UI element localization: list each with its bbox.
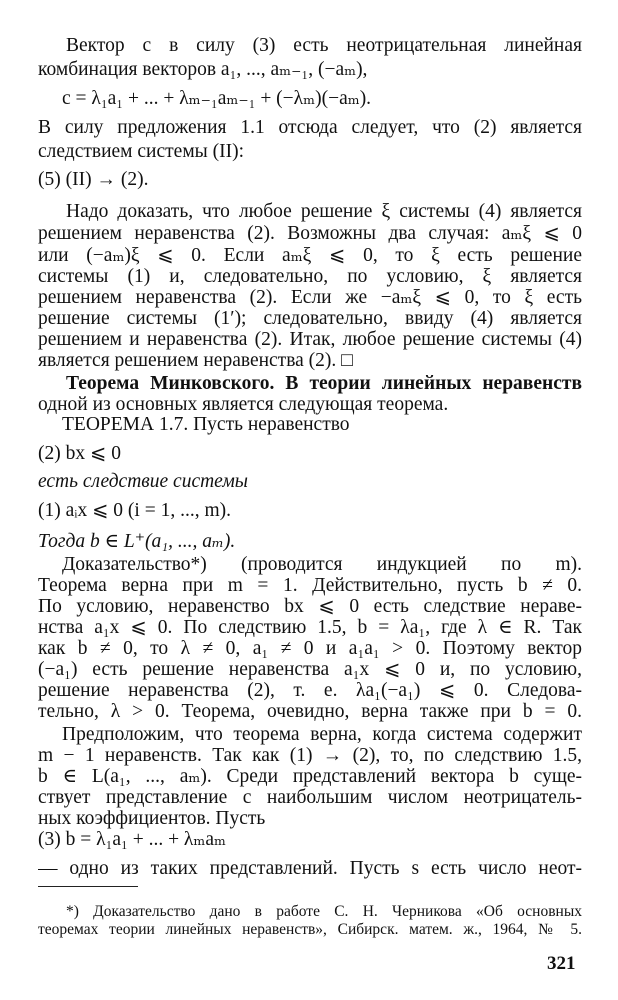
- section-heading: Теорема Минковского. В теории линейных неравенств: [66, 373, 582, 394]
- text-line: или (−aₘ)ξ ⩽ 0. Если aₘξ ⩽ 0, то ξ есть решение: [38, 245, 582, 266]
- theorem-heading: ТЕОРЕМА 1.7. Пусть неравенство: [62, 414, 350, 435]
- formula-line: c = λ₁a₁ + ... + λₘ₋₁aₘ₋₁ + (−λₘ)(−aₘ).: [62, 88, 372, 109]
- text-line: Вектор c в силу (3) есть неотрицательная линейная: [66, 35, 582, 56]
- text-line: В силу предложения 1.1 отсюда следует, что (2) является: [38, 117, 582, 138]
- text-line: решением и неравенства (2). Итак, любое решение системы (4): [38, 329, 582, 350]
- text-line: Надо доказать, что любое решение ξ системы (4) является: [66, 201, 582, 222]
- text-line: Предположим, что теорема верна, когда система содержит: [62, 724, 582, 745]
- text-line: Теорема верна при m = 1. Действительно, пусть b ≠ 0.: [38, 575, 582, 596]
- text-line: следствием системы (II):: [38, 141, 245, 162]
- text-line: тельно, λ > 0. Теорема, очевидно, верна также при b = 0.: [38, 701, 582, 722]
- text-line: решение неравенства (2), т. е. λa₁(−a₁) ⩽ 0. Следова-: [38, 680, 582, 701]
- text-line: нства a₁x ⩽ 0. По следствию 1.5, b = λa₁, где λ ∈ R. Так: [38, 617, 582, 638]
- text-line: есть следствие системы: [38, 471, 249, 492]
- footnote-line: теоремах теории линейных неравенств», Сибирск. матем. ж., 1964, № 5.: [38, 921, 582, 938]
- text-line: ных коэффициентов. Пусть: [38, 808, 266, 829]
- text-line: как b ≠ 0, то λ ≠ 0, a₁ ≠ 0 и a₁a₁ > 0. Поэтому вектор: [38, 638, 582, 659]
- text-line: (−a₁) есть решение неравенства a₁x ⩽ 0 и, по условию,: [38, 659, 582, 680]
- text-line: — одно из таких представлений. Пусть s есть число неот-: [38, 858, 582, 879]
- text-line: комбинация векторов a₁, ..., aₘ₋₁, (−aₘ),: [38, 59, 368, 80]
- text-line: является решением неравенства (2). □: [38, 350, 353, 371]
- proof-heading: Доказательство*) (проводится индукцией по m).: [62, 554, 582, 575]
- text-line: b ∈ L(a₁, ..., aₘ). Среди представлений вектора b суще-: [38, 766, 582, 787]
- page-number: 321: [547, 953, 576, 974]
- text-line: решением неравенства (2). Если же −aₘξ ⩽ 0, то ξ есть: [38, 287, 582, 308]
- text-line: По условию, неравенство bx ⩽ 0 есть следствие нераве-: [38, 596, 582, 617]
- footnote-divider: [38, 886, 138, 887]
- formula-line: (1) aᵢx ⩽ 0 (i = 1, ..., m).: [38, 500, 231, 521]
- formula-line: (3) b = λ₁a₁ + ... + λₘaₘ: [38, 829, 226, 850]
- formula-line: (5) (II) → (2).: [38, 169, 149, 190]
- text-line: ствует представление с наибольшим числом неотрицатель-: [38, 787, 582, 808]
- text-line: Тогда b ∈ L⁺(a₁, ..., aₘ).: [38, 531, 236, 552]
- text-line: m − 1 неравенств. Так как (1) → (2), то, по следствию 1.5,: [38, 745, 582, 766]
- text-line: решением неравенства (2). Возможны два случая: aₘξ ⩽ 0: [38, 223, 582, 244]
- footnote-line: *) Доказательство дано в работе С. Н. Черникова «Об основных: [66, 903, 582, 920]
- text-line: системы (1) и, следовательно, по условию, ξ является: [38, 266, 582, 287]
- text-line: одной из основных является следующая теорема.: [38, 394, 449, 415]
- formula-line: (2) bx ⩽ 0: [38, 443, 121, 464]
- text-line: решение системы (1′); следовательно, ввиду (4) является: [38, 308, 582, 329]
